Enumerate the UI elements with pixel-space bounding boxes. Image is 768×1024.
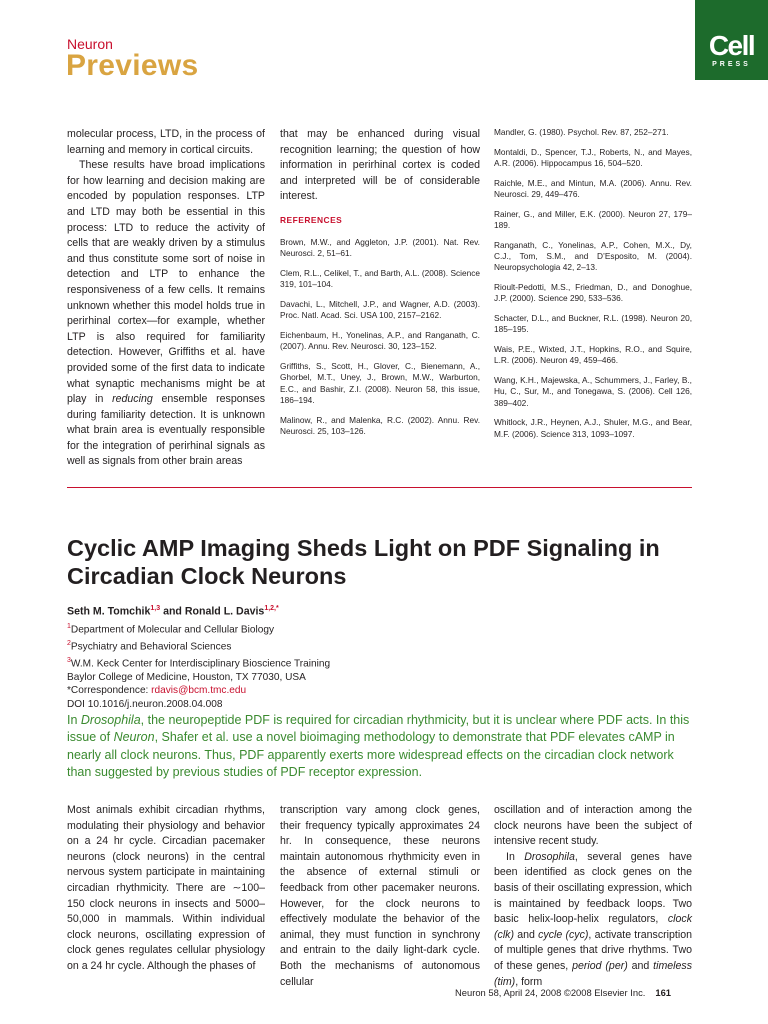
article-title: Cyclic AMP Imaging Sheds Light on PDF Signaling in Circadian Clock Neurons: [67, 535, 660, 589]
body-column-3: [494, 803, 692, 990]
paragraph: In Drosophila, several genes have been identified as clock genes on the basis of their oscillating expression, which is maintained by feedback loops. Two basic helix-loop-helix regulators, clock (clk) and cycle (cyc), activate transcription of multiple genes that drive rhythms. Two of these genes, period (per) and timeless (tim), form: [494, 850, 693, 988]
abstract: In Drosophila, the neuropeptide PDF is required for circadian rhythmicity, but it is unclear where PDF acts. In this issue of Neuron, Shafer et al. use a novel bioimaging methodology to demonstrate that PDF elevates cAMP in nearly all clock neurons. Thus, PDF apparently exerts more widespread effects on the circadian clock network than suggested by previous studies of PDF receptor expression.: [67, 713, 690, 779]
paragraph: that may be enhanced during visual recognition learning; the question of how information in perirhinal cortex is coded and interpreted will be of considerable interest.: [280, 128, 480, 203]
body-column-1: [67, 803, 265, 975]
reference-item: Malinow, R., and Malenka, R.C. (2002). Annu. Rev. Neurosci. 25, 103–126.: [280, 414, 480, 437]
reference-item: Schacter, D.L., and Buckner, R.L. (1998). Neuron 20, 185–195.: [494, 313, 692, 335]
reference-item: Griffiths, S., Scott, H., Glover, C., Bienemann, A., Ghorbel, M.T., Uney, J., Brown, M.W., Warburton, E.C., and Bashir, Z.I. (2008). Neuron 58, this issue, 186–194.: [280, 360, 480, 406]
journal-name: Neuron: [67, 36, 113, 52]
page-footer: [455, 987, 671, 998]
reference-item: Brown, M.W., and Aggleton, J.P. (2001). Nat. Rev. Neurosci. 2, 51–61.: [280, 236, 480, 259]
correspondence: *Correspondence: rdavis@bcm.tmc.edu: [67, 685, 247, 697]
doi: DOI 10.1016/j.neuron.2008.04.008: [67, 699, 223, 711]
reference-item: Wais, P.E., Wixted, J.T., Hopkins, R.O., and Squire, L.R. (2006). Neuron 49, 459–466.: [494, 344, 692, 366]
reference-item: Davachi, L., Mitchell, J.P., and Wagner, A.D. (2003). Proc. Natl. Acad. Sci. USA 100, 2157–2162.: [280, 298, 480, 321]
reference-item: Ranganath, C., Yonelinas, A.P., Cohen, M.X., Dy, C.J., Tom, S.M., and D’Esposito, M. (2004). Neuropsychologia 42, 2–13.: [494, 239, 692, 273]
reference-list-col2: [280, 237, 480, 438]
logo-main-text: Cell: [708, 30, 755, 61]
paragraph: molecular process, LTD, in the process of learning and memory in cortical circuits.: [67, 128, 265, 156]
correspondence-email-link[interactable]: rdavis@bcm.tmc.edu: [151, 685, 247, 697]
reference-item: Rainer, G., and Miller, E.K. (2000). Neuron 27, 179–189.: [494, 208, 692, 230]
affiliation: $^1$Department of Molecular and Cellular Biology: [67, 623, 275, 636]
reference-item: Eichenbaum, H., Yonelinas, A.P., and Ranganath, C. (2007). Annu. Rev. Neurosci. 30, 123–152.: [280, 329, 480, 352]
affiliation: $^3$W.M. Keck Center for Interdisciplinary Bioscience Training: [67, 656, 331, 670]
reference-item: Raichle, M.E., and Mintun, M.A. (2006). Annu. Rev. Neurosci. 29, 449–476.: [494, 177, 692, 199]
reference-list-col3: [494, 127, 692, 448]
paragraph: transcription vary among clock genes, their frequency typically approximates 24 hr. In consequence, these neurons maintain autonomous rhythmicity even in the absence of external stimuli or feedback from other pacemaker neurons. However, for the clock neurons to effectively modulate the behavior of the animal, they must function in synchrony and entrain to the daily light-dark cycle. Both the mechanisms of autonomous cellular: [280, 804, 480, 988]
section-divider: [67, 487, 692, 488]
section-title: Previews: [66, 49, 199, 82]
page-number: 161: [655, 987, 672, 998]
reference-item: Wang, K.H., Majewska, A., Schummers, J., Farley, B., Hu, C., Sur, M., and Tonegawa, S. (2006). Cell 126, 389–402.: [494, 375, 692, 408]
reference-item: Clem, R.L., Celikel, T., and Barth, A.L. (2008). Science 319, 101–104.: [280, 267, 480, 290]
reference-item: Montaldi, D., Spencer, T.J., Roberts, N., and Mayes, A.R. (2006). Hippocampus 16, 504–520.: [494, 146, 692, 168]
footer-citation: Neuron 58, April 24, 2008 ©2008 Elsevier Inc.: [455, 987, 646, 998]
affiliations: [67, 620, 330, 712]
affiliation-address: Baylor College of Medicine, Houston, TX 77030, USA: [67, 671, 306, 683]
top-column-1: [67, 127, 265, 470]
paragraph: oscillation and of interaction among the clock neurons have been the subject of intensive recent study.: [494, 804, 692, 848]
author-affil-marker: 1,3: [150, 605, 161, 612]
reference-item: Whitlock, J.R., Heynen, A.J., Shuler, M.G., and Bear, M.F. (2006). Science 313, 1093–1097.: [494, 417, 692, 439]
logo-sub-text: PRESS: [712, 61, 751, 68]
reference-item: Rioult-Pedotti, M.S., Friedman, D., and Donoghue, J.P. (2000). Science 290, 533–536.: [494, 282, 692, 304]
author-conjunction: and: [160, 605, 185, 618]
references-heading: REFERENCES: [280, 214, 343, 225]
paragraph: Most animals exhibit circadian rhythms, modulating their physiology and behavior on a 24 hr cycle. Circadian pacemaker neurons (clock neurons) in the central nervous system participate in maintaining circadian rhythmicity. There are ∼100–150 clock neurons in insects and 5000–50,000 in mammals. Within individual clock neurons, oscillating expression of clock genes regulates cellular physiology on a 24 hr cycle. Although the phases of: [67, 804, 265, 972]
affiliation: $^2$Psychiatry and Behavioral Sciences: [67, 639, 232, 653]
body-column-2: [280, 803, 480, 990]
reference-item: Mandler, G. (1980). Psychol. Rev. 87, 252–271.: [494, 127, 669, 137]
paragraph: These results have broad implications for how learning and decision making are encoded by population responses. LTP and LTD may both be essential in this process: LTD to reduce the activity of cells that are weakly driven by a stimulus and thus constitute some sort of noise in detection and LTP to enhance the responsiveness of a few cells. It remains unknown whether this model holds true in perirhinal cortex—for example, whether LTP is also required for familiarity detection. However, Griffiths et al. have provided some of the first data to indicate what synaptic mechanisms might be at play in reducing ensemble responses during familiarity detection. It is unknown what brain area is eventually responsible for the integration of perirhinal signals as well as signals from other brain areas: [67, 159, 265, 468]
cell-press-logo: [695, 0, 768, 80]
top-column-2: [280, 127, 480, 446]
author-line: [67, 605, 279, 618]
author-affil-marker: 1,2,*: [264, 605, 279, 612]
author-name: Ronald L. Davis: [184, 605, 265, 618]
author-name: Seth M. Tomchik: [67, 605, 151, 618]
